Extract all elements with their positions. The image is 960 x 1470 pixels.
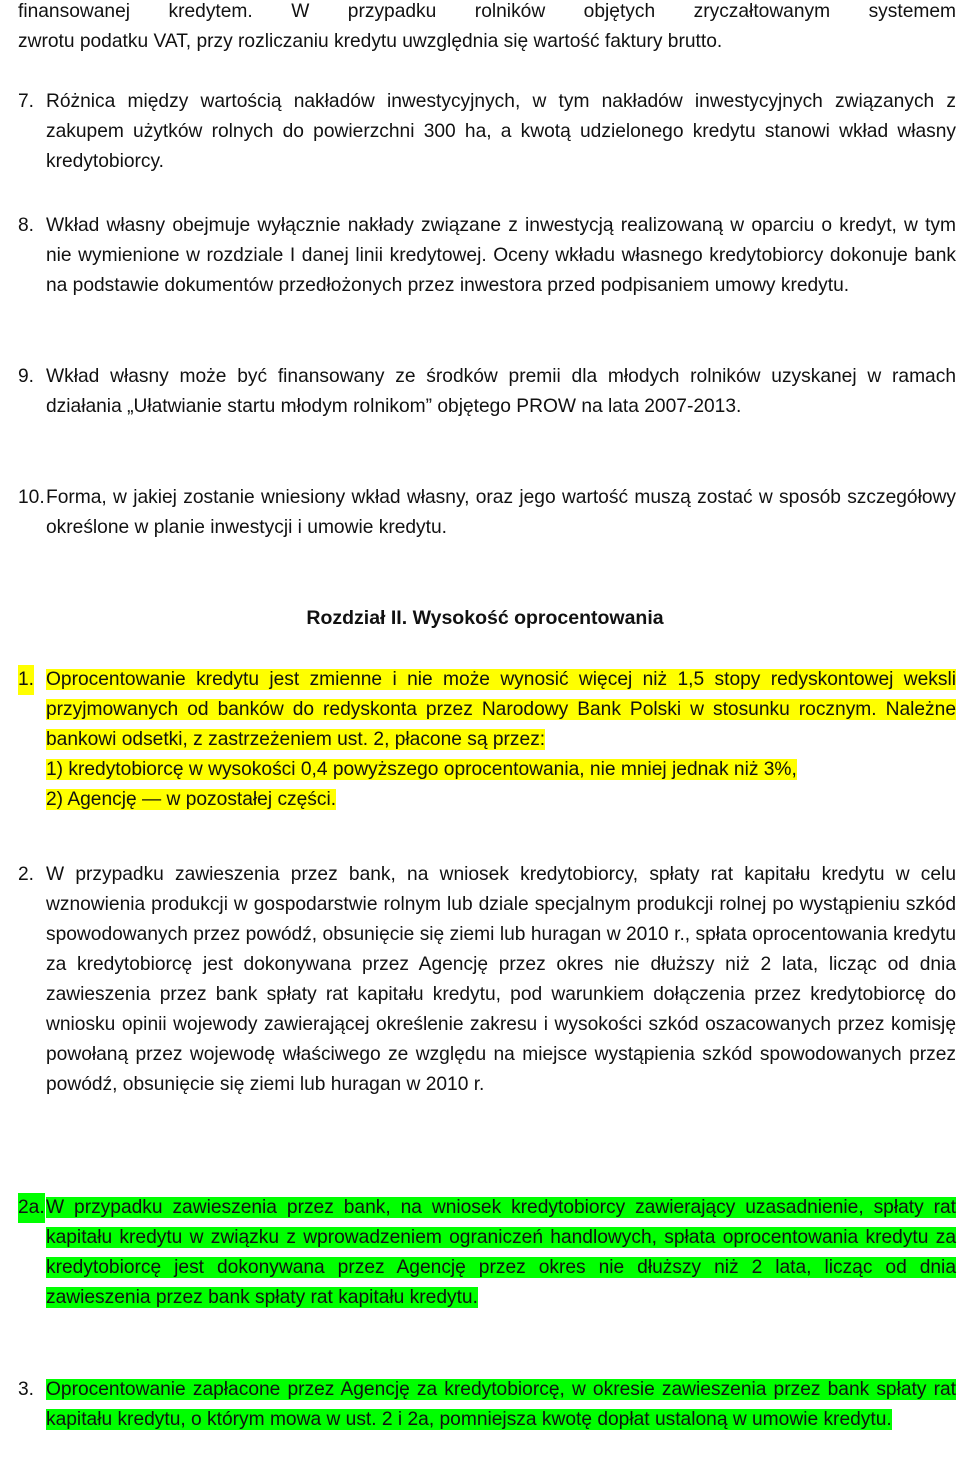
item-number: 7. bbox=[18, 91, 35, 112]
rate-item-2a bbox=[18, 1193, 956, 1313]
intro-line-1: finansowanej kredytem. W przypadku rolników objętych zryczałtowanym systemem bbox=[18, 1, 956, 22]
item-number: 10. bbox=[18, 487, 45, 508]
item-text: Wkład własny może być finansowany ze środków premii dla młodych rolników uzyskanej w ramach działania „Ułatwianie startu młodym rolnikom” objętego PROW na lata 2007-2013. bbox=[46, 366, 956, 417]
item-text: Forma, w jakiej zostanie wniesiony wkład własny, oraz jego wartość muszą zostać w sposób szczegółowy określone w planie inwestycji i umowie kredytu. bbox=[46, 487, 956, 538]
item-text: W przypadku zawieszenia przez bank, na wniosek kredytobiorcy zawierający uzasadnienie, spłaty rat kapitału kredytu w związku z wprowadzeniem ograniczeń handlowych, spłata oprocentowania kredytu za kredytobiorcę jest dokonywana przez Agencję przez okres nie dłuższy niż 2 lata, licząc od dnia zawieszenia przez bank spłaty rat kapitału kredytu. bbox=[46, 1197, 956, 1308]
item-number: 1. bbox=[18, 665, 34, 695]
rate-item-3 bbox=[18, 1375, 956, 1435]
item-text: Wkład własny obejmuje wyłącznie nakłady związane z inwestycją realizowaną w oparciu o kredyt, w tym nie wymienione w rozdziale I danej linii kredytowej. Oceny wkładu własnego kredytobiorcy dokonuje bank na podstawie dokumentów przedłożonych przez inwestora przed podpisaniem umowy kredytu. bbox=[46, 215, 956, 296]
item-number: 3. bbox=[18, 1379, 35, 1400]
item-number: 8. bbox=[18, 215, 35, 236]
item-10 bbox=[18, 483, 956, 543]
item-number: 9. bbox=[18, 366, 35, 387]
item-7 bbox=[18, 87, 956, 177]
chapter-heading: Rozdział II. Wysokość oprocentowania bbox=[306, 607, 664, 629]
sub-item-1: 1) kredytobiorcę w wysokości 0,4 powyższego oprocentowania, nie mniej jednak niż 3%, bbox=[46, 759, 797, 780]
item-number: 2. bbox=[18, 864, 35, 885]
item-body bbox=[46, 665, 956, 815]
item-9 bbox=[18, 362, 956, 422]
rate-item-1 bbox=[18, 665, 956, 815]
rate-item-2 bbox=[18, 860, 956, 1100]
intro-line-2: zwrotu podatku VAT, przy rozliczaniu kredytu uwzględnia się wartość faktury brutto. bbox=[18, 31, 723, 52]
sub-item-2: 2) Agencję — w pozostałej części. bbox=[46, 789, 337, 810]
item-text: Oprocentowanie zapłacone przez Agencję za kredytobiorcę, w okresie zawieszenia przez bank spłaty rat kapitału kredytu, o którym mowa w ust. 2 i 2a, pomniejsza kwotę dopłat ustaloną w umowie kredytu. bbox=[46, 1379, 956, 1430]
intro-paragraph bbox=[18, 0, 956, 57]
item-text: W przypadku zawieszenia przez bank, na wniosek kredytobiorcy, spłaty rat kapitału kredytu w celu wznowienia produkcji w gospodarstwie rolnym lub dziale specjalnym produkcji rolnej po wystąpieniu szkód spowodowanych przez powódź, obsunięcie się ziemi lub huragan w 2010 r., spłata oprocentowania kredytu za kredytobiorcę jest dokonywana przez Agencję przez okres nie dłuższy niż 2 lata, licząc od dnia zawieszenia przez bank spłaty rat kapitału kredytu, pod warunkiem dołączenia przez kredytobiorcę do wniosku opinii wojewody zawierającej określenie zakresu i wysokości szkód oszacowanych przez komisję powołaną przez wojewodę właściwego ze względu na miejsce wystąpienia szkód spowodowanych przez powódź, obsunięcie się ziemi lub huragan w 2010 r. bbox=[46, 864, 956, 1095]
item-number: 2a. bbox=[18, 1193, 45, 1223]
item-text: Różnica między wartością nakładów inwestycyjnych, w tym nakładów inwestycyjnych związanych z zakupem użytków rolnych do powierzchni 300 ha, a kwotą udzielonego kredytu stanowi wkład własny kredytobiorcy. bbox=[46, 91, 956, 172]
item-8 bbox=[18, 211, 956, 301]
item-text: Oprocentowanie kredytu jest zmienne i nie może wynosić więcej niż 1,5 stopy redyskontowej weksli przyjmowanych od banków do redyskonta przez Narodowy Bank Polski w stosunku rocznym. Należne bankowi odsetki, z zastrzeżeniem ust. 2, płacone są przez: bbox=[46, 669, 956, 750]
